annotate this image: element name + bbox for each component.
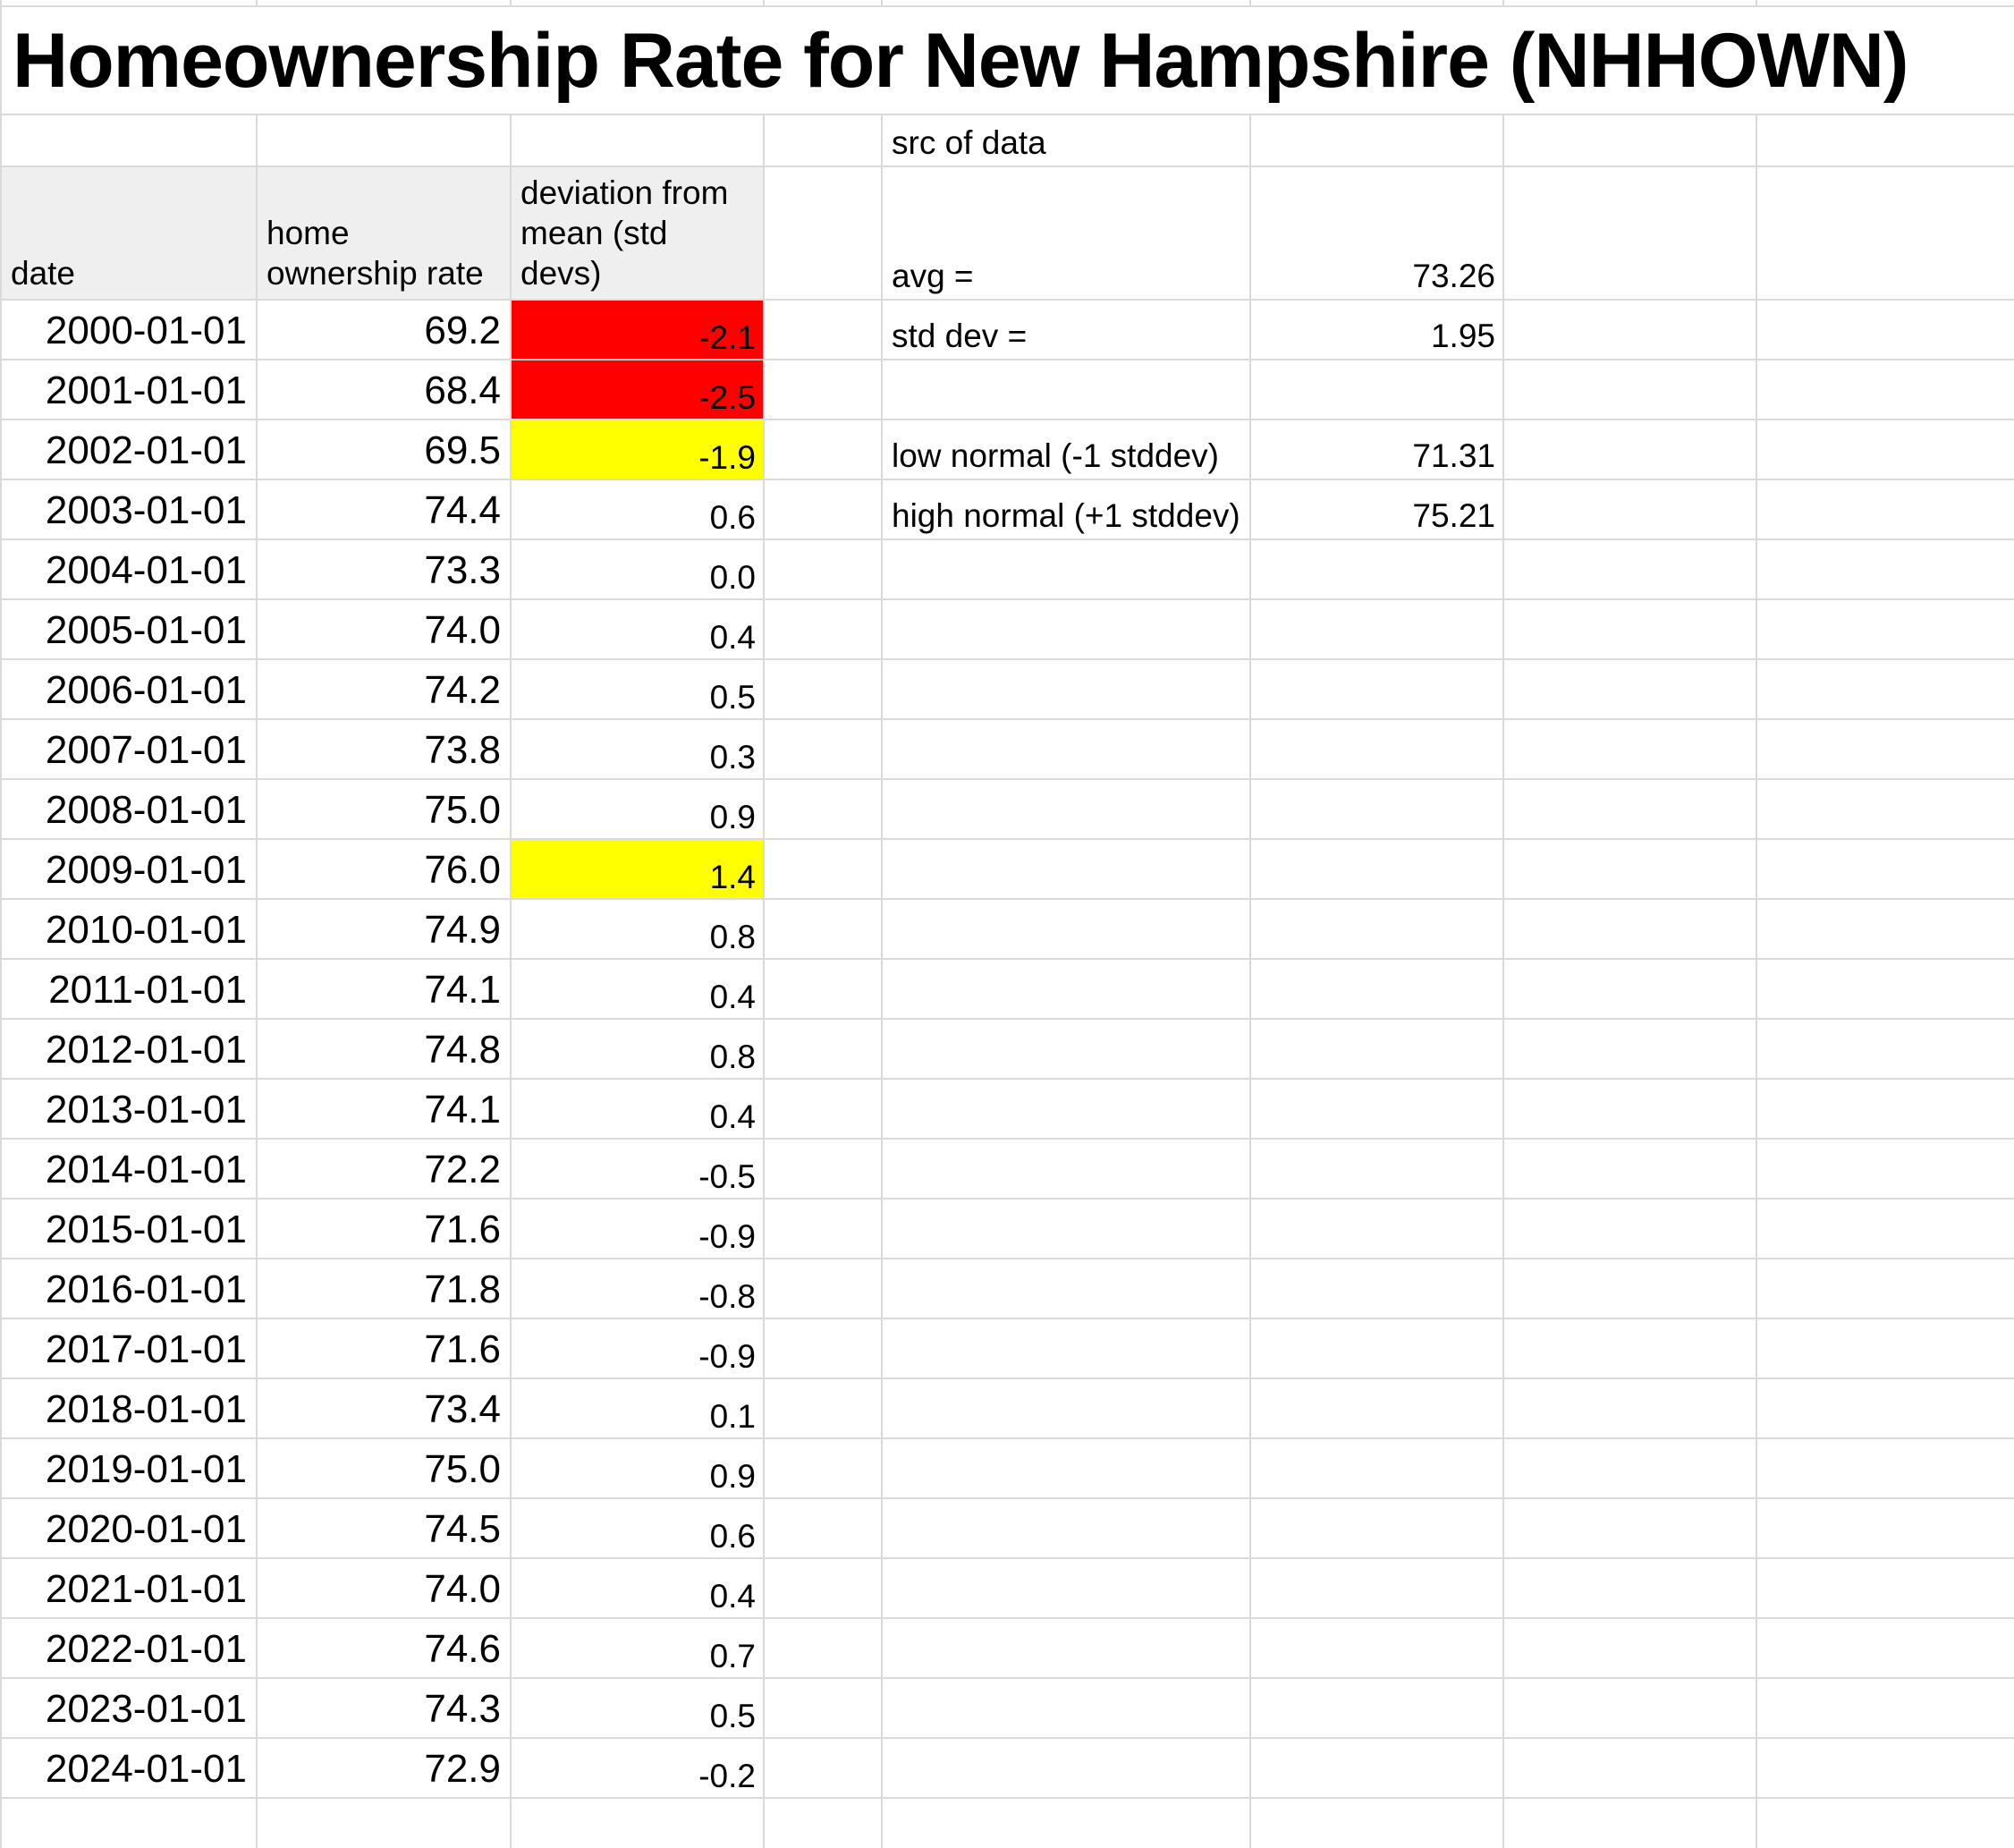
rate-cell[interactable]: 72.2 (424, 1148, 501, 1191)
deviation-cell[interactable]: 0.7 (709, 1638, 756, 1674)
rate-cell[interactable]: 73.3 (424, 548, 501, 592)
deviation-cell[interactable]: 0.4 (709, 979, 756, 1015)
deviation-cell[interactable]: -0.2 (698, 1758, 756, 1794)
deviation-cell[interactable]: 0.6 (709, 1518, 756, 1555)
rate-cell[interactable]: 75.0 (424, 1447, 501, 1491)
rate-cell[interactable]: 76.0 (424, 848, 501, 892)
deviation-cell[interactable]: 0.8 (709, 1038, 756, 1075)
deviation-cell[interactable]: 0.6 (709, 499, 756, 536)
date-cell[interactable]: 2003-01-01 (45, 488, 247, 532)
deviation-cell[interactable]: -2.1 (512, 301, 763, 359)
rate-cell[interactable]: 74.8 (424, 1028, 501, 1072)
deviation-cell[interactable]: 0.4 (709, 619, 756, 656)
date-cell[interactable]: 2019-01-01 (45, 1447, 247, 1491)
rate-cell[interactable]: 74.1 (424, 968, 501, 1012)
rate-cell[interactable]: 74.6 (424, 1627, 501, 1671)
date-cell[interactable]: 2020-01-01 (45, 1507, 247, 1551)
gridline (510, 0, 512, 5)
rate-cell[interactable]: 71.6 (424, 1327, 501, 1371)
rate-cell[interactable]: 74.2 (424, 668, 501, 712)
src-of-data-cell[interactable]: src of data (892, 124, 1046, 161)
deviation-cell[interactable]: 0.8 (709, 919, 756, 955)
date-cell[interactable]: 2014-01-01 (45, 1148, 247, 1191)
date-cell[interactable]: 2002-01-01 (45, 428, 247, 472)
gridline (763, 0, 765, 5)
gridline (1756, 0, 1757, 5)
stat-value-cell[interactable]: 73.26 (1412, 258, 1495, 294)
rate-cell[interactable]: 74.9 (424, 908, 501, 952)
rate-cell[interactable]: 69.2 (424, 309, 501, 352)
gridline (1502, 114, 1504, 1848)
rate-cell[interactable]: 74.0 (424, 1567, 501, 1611)
gridline (1249, 0, 1251, 5)
deviation-cell[interactable]: 0.5 (709, 1698, 756, 1734)
rate-cell[interactable]: 68.4 (424, 369, 501, 412)
stat-value-cell[interactable] (1251, 360, 1502, 419)
deviation-cell[interactable]: 0.9 (709, 1458, 756, 1495)
date-cell[interactable]: 2001-01-01 (45, 369, 247, 412)
header-deviation-cell[interactable]: deviation from mean (std devs) (512, 167, 763, 299)
deviation-cell[interactable]: -2.5 (512, 360, 763, 419)
date-cell[interactable]: 2005-01-01 (45, 608, 247, 652)
deviation-cell[interactable]: -1.9 (512, 420, 763, 479)
rate-cell[interactable]: 74.0 (424, 608, 501, 652)
date-cell[interactable]: 2009-01-01 (45, 848, 247, 892)
rate-cell[interactable]: 75.0 (424, 788, 501, 832)
date-cell[interactable]: 2007-01-01 (45, 728, 247, 772)
deviation-cell[interactable]: 0.5 (709, 679, 756, 716)
date-cell[interactable]: 2012-01-01 (45, 1028, 247, 1072)
stat-label-cell[interactable]: low normal (-1 stddev) (892, 437, 1220, 474)
date-cell[interactable]: 2011-01-01 (48, 968, 247, 1012)
stat-value-cell[interactable]: 75.21 (1412, 497, 1495, 534)
deviation-cell[interactable]: 0.9 (709, 799, 756, 835)
header-date-cell[interactable]: date (2, 167, 256, 299)
stat-value-cell[interactable]: 1.95 (1430, 318, 1495, 354)
date-cell[interactable]: 2022-01-01 (45, 1627, 247, 1671)
rate-cell[interactable]: 73.8 (424, 728, 501, 772)
rate-cell[interactable]: 74.4 (424, 488, 501, 532)
gridline (256, 0, 258, 5)
sheet-title-cell[interactable]: Homeownership Rate for New Hampshire (NHHOWN) (13, 17, 1908, 104)
deviation-cell[interactable]: 0.0 (709, 559, 756, 596)
date-cell[interactable]: 2023-01-01 (45, 1687, 247, 1731)
stat-label-cell[interactable]: high normal (+1 stddev) (892, 497, 1240, 534)
date-cell[interactable]: 2010-01-01 (45, 908, 247, 952)
deviation-cell[interactable]: 0.4 (709, 1578, 756, 1615)
deviation-cell[interactable]: 0.4 (709, 1098, 756, 1135)
date-cell[interactable]: 2013-01-01 (45, 1088, 247, 1132)
date-cell[interactable]: 2008-01-01 (45, 788, 247, 832)
rate-cell[interactable]: 74.3 (424, 1687, 501, 1731)
rate-cell[interactable]: 74.1 (424, 1088, 501, 1132)
date-cell[interactable]: 2000-01-01 (45, 309, 247, 352)
rate-cell[interactable]: 71.8 (424, 1267, 501, 1311)
gridline (881, 0, 883, 5)
deviation-cell[interactable]: -0.9 (698, 1218, 756, 1255)
date-cell[interactable]: 2021-01-01 (45, 1567, 247, 1611)
deviation-cell[interactable]: -0.8 (698, 1278, 756, 1315)
date-cell[interactable]: 2004-01-01 (45, 548, 247, 592)
stat-label-cell[interactable] (883, 360, 1249, 419)
rate-cell[interactable]: 72.9 (424, 1747, 501, 1791)
deviation-cell[interactable]: -0.9 (698, 1338, 756, 1375)
gridline (0, 1797, 2014, 1799)
rate-cell[interactable]: 69.5 (424, 428, 501, 472)
deviation-cell[interactable]: 1.4 (512, 840, 763, 898)
deviation-cell[interactable]: 0.1 (709, 1398, 756, 1435)
gridline (1502, 0, 1504, 5)
gridline (1756, 114, 1757, 1848)
date-cell[interactable]: 2018-01-01 (45, 1387, 247, 1431)
gridline (763, 114, 765, 1848)
date-cell[interactable]: 2006-01-01 (45, 668, 247, 712)
date-cell[interactable]: 2015-01-01 (45, 1208, 247, 1251)
header-rate-cell[interactable]: home ownership rate (258, 167, 510, 299)
date-cell[interactable]: 2017-01-01 (45, 1327, 247, 1371)
stat-value-cell[interactable]: 71.31 (1412, 437, 1495, 474)
deviation-cell[interactable]: -0.5 (698, 1158, 756, 1195)
rate-cell[interactable]: 71.6 (424, 1208, 501, 1251)
rate-cell[interactable]: 73.4 (424, 1387, 501, 1431)
stat-label-cell[interactable]: avg = (892, 258, 974, 294)
date-cell[interactable]: 2024-01-01 (45, 1747, 247, 1791)
deviation-cell[interactable]: 0.3 (709, 739, 756, 776)
date-cell[interactable]: 2016-01-01 (45, 1267, 247, 1311)
stat-label-cell[interactable]: std dev = (892, 318, 1028, 354)
rate-cell[interactable]: 74.5 (424, 1507, 501, 1551)
